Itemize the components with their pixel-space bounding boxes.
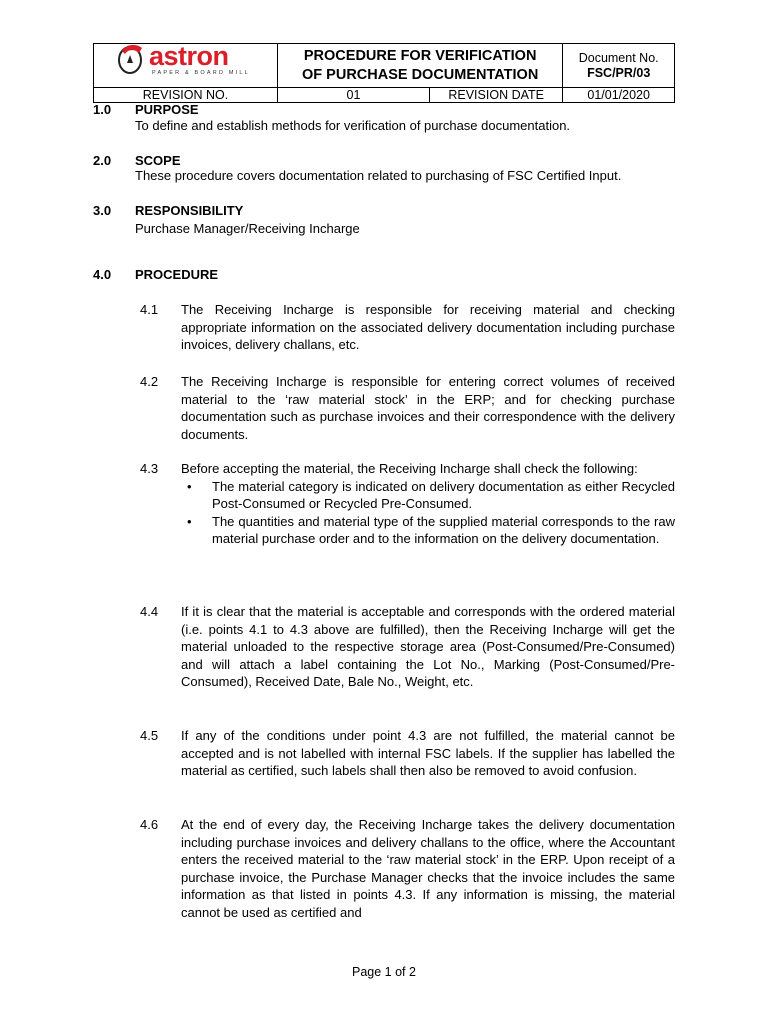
logo-wordmark: astron [149, 41, 229, 71]
item-number: 4.3 [140, 461, 159, 476]
bullet-text: The material category is indicated on delivery documentation as either Recycled Post-Consumed or Recycled Pre-Consumed. [212, 478, 675, 511]
item-number: 4.2 [140, 374, 159, 389]
item-text: The Receiving Incharge is responsible for receiving material and checking appropriate information on the associated delivery documentation including purchase invoices, delivery challans, etc. [181, 302, 675, 352]
title-line-2: OF PURCHASE DOCUMENTATION [302, 66, 539, 83]
item-number: 4.4 [140, 604, 159, 619]
revision-date-value: 01/01/2020 [563, 88, 675, 103]
doc-number-cell [563, 44, 675, 88]
item-text: If any of the conditions under point 4.3 are not fulfilled, the material cannot be accepted and is not labelled with internal FSC labels. If the supplier has labelled the material as certified, such labels shall then also be removed to avoid confusion. [181, 728, 675, 778]
section-number: 2.0 [93, 153, 112, 168]
list-item [181, 478, 675, 513]
item-number: 4.5 [140, 728, 159, 743]
logo-cell [94, 41, 278, 88]
section-responsibility-body: Purchase Manager/Receiving Incharge [135, 221, 360, 236]
revision-no-label: REVISION NO. [94, 88, 278, 103]
section-title: PROCEDURE [135, 267, 219, 282]
item-4-3 [181, 460, 675, 548]
section-title: PURPOSE [135, 102, 199, 117]
section-title: RESPONSIBILITY [135, 203, 244, 218]
section-scope-body: These procedure covers documentation related to purchasing of FSC Certified Input. [135, 168, 622, 183]
logo-tagline: PAPER & BOARD MILL [152, 70, 250, 76]
document-title [278, 44, 563, 88]
bullet-text: The quantities and material type of the supplied material corresponds to the raw material purchase order and to the information on the delivery documentation. [212, 513, 675, 546]
item-text: Before accepting the material, the Receiving Incharge shall check the following: [181, 461, 638, 476]
doc-number-label: Document No. [578, 50, 659, 65]
item-number: 4.6 [140, 817, 159, 832]
doc-number-value: FSC/PR/03 [587, 65, 651, 80]
list-item [181, 513, 675, 548]
section-number: 4.0 [93, 267, 112, 282]
bullet-list [181, 478, 675, 548]
section-number: 1.0 [93, 102, 112, 117]
section-number: 3.0 [93, 203, 112, 218]
revision-date-label: REVISION DATE [430, 88, 563, 103]
item-text: If it is clear that the material is acceptable and corresponds with the ordered material (i.e. points 4.1 to 4.3 above are fulfilled), then the Receiving Incharge will get the material unloaded to the respective storage area (Post-Consumed/Pre-Consumed) and will attach a label containing the Lot No., Marking (Post-Consumed/Pre-Consumed), Received Date, Bale No., Weight, etc. [181, 604, 675, 689]
revision-no-value: 01 [278, 88, 430, 103]
page-number: Page 1 of 2 [352, 965, 416, 979]
section-title: SCOPE [135, 153, 181, 168]
item-text: At the end of every day, the Receiving Incharge takes the delivery documentation including purchase invoices and delivery challans to the office, where the Accountant enters the received material to the ‘raw material stock’ in the ERP. Upon receipt of a purchase invoice, the Purchase Manager checks that the invoice includes the same information as that listed in points 4.3. If any information is missing, the material cannot be used as certified and [181, 817, 675, 920]
item-number: 4.1 [140, 302, 159, 317]
document-header [93, 43, 675, 103]
item-text: The Receiving Incharge is responsible for entering correct volumes of received material to the ‘raw material stock’ in the ERP; and for checking purchase documentation such as purchase invoices and their correspondence with the delivery documents. [181, 374, 675, 442]
bullet-icon: • [187, 478, 192, 494]
title-line-1: PROCEDURE FOR VERIFICATION [303, 47, 537, 64]
bullet-icon: • [187, 513, 192, 529]
section-purpose-body: To define and establish methods for verification of purchase documentation. [135, 118, 571, 133]
astron-logo-icon [116, 41, 146, 77]
